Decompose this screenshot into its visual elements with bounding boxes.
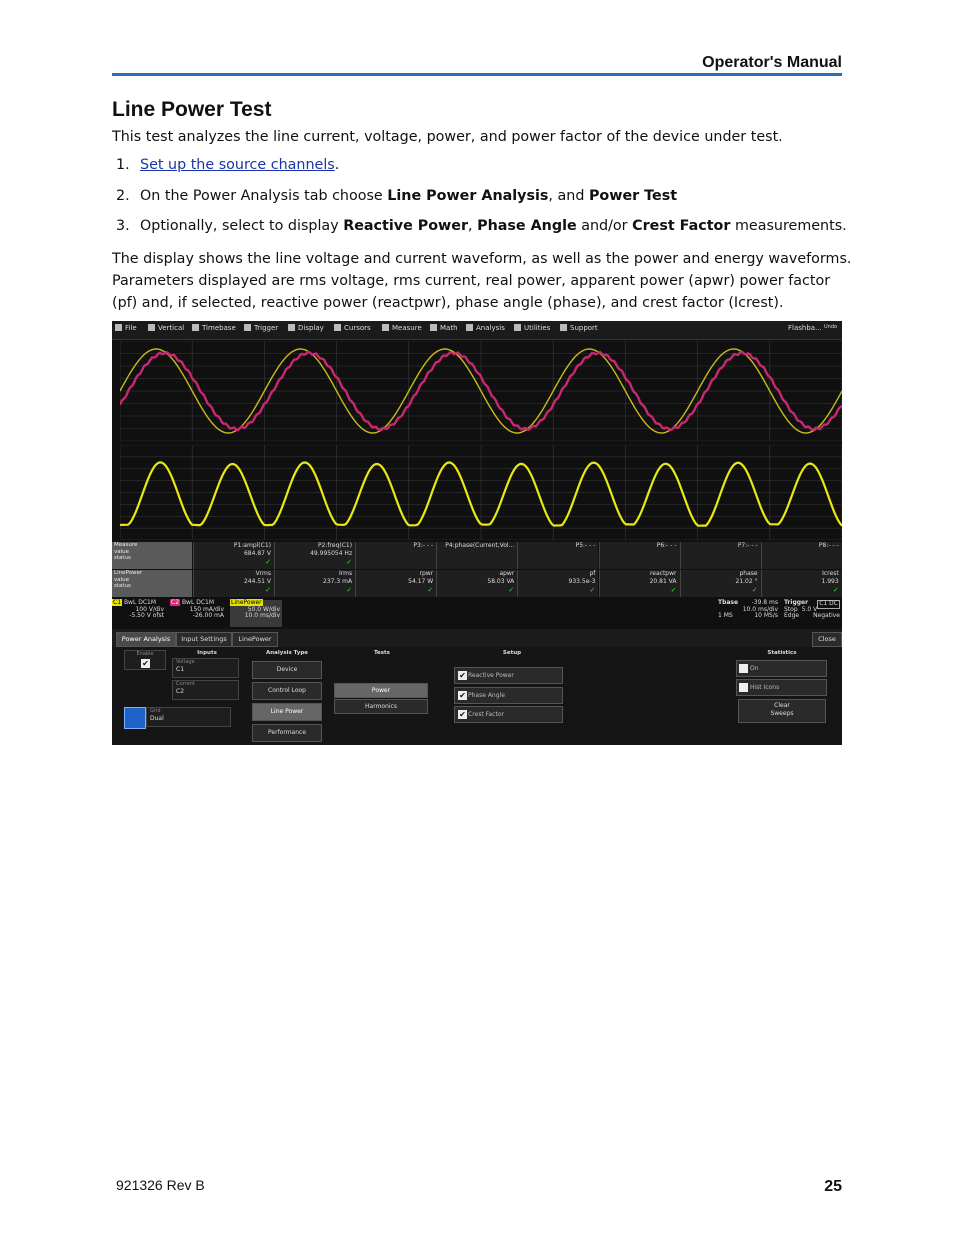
step-number: 1.: [116, 157, 130, 173]
measure-title: P5:- - -: [575, 542, 596, 549]
linepower-status: ✓: [670, 586, 677, 594]
linepower-title: Vrms: [255, 570, 271, 577]
voltage-label: Voltage: [176, 659, 195, 665]
menu-bar: [112, 321, 842, 340]
measure-cell[interactable]: [599, 542, 680, 569]
measure-title: P7:- - -: [737, 542, 758, 549]
measure-status: [437, 558, 517, 566]
step-text: .: [334, 157, 340, 173]
linepower-value: 21.02 °: [735, 578, 758, 585]
linepower-status: ✓: [832, 586, 839, 594]
hist-icons-label: Hist Icons: [750, 684, 780, 691]
support-icon: [560, 324, 567, 331]
lower-gridlines: [120, 445, 842, 540]
tbase-label: Tbase: [718, 599, 739, 606]
current-value: C2: [176, 688, 185, 695]
measure-cell[interactable]: [274, 542, 355, 569]
linepower-row: [112, 570, 842, 597]
setup-title: Setup: [502, 650, 522, 656]
tbase-rate: 10 MS/s: [754, 612, 778, 619]
linepower-title: Icrest: [822, 570, 839, 577]
measure-status: ✓: [265, 558, 271, 566]
measure-status: ✓: [346, 558, 353, 566]
footer-page-number: 25: [824, 1178, 842, 1195]
linepower-cell[interactable]: [193, 570, 274, 597]
linepower-cell[interactable]: [436, 570, 517, 597]
crest-factor-checkbox-icon[interactable]: ✔: [459, 710, 466, 719]
menu-support[interactable]: Support: [560, 324, 598, 332]
linepower-scale: 50.0 W/div: [247, 605, 280, 613]
step-text: On the Power Analysis tab choose: [140, 188, 388, 204]
step-text: measurements.: [730, 218, 847, 234]
math-icon: [430, 324, 437, 331]
inputs-title: Inputs: [197, 650, 217, 656]
linepower-title: pf: [589, 570, 596, 577]
description-paragraph: The display shows the line voltage and current waveform, as well as the power and energy waveforms. Parameters displayed are rms voltage, rms current, real power, apparent power (apwr) power factor (pf) and, if selected, reactive power (reactpwr), phase angle (phase), and crest factor (Icrest).: [112, 251, 852, 311]
linepower-value: 237.3 mA: [323, 578, 353, 585]
stats-on-label: On: [750, 665, 759, 672]
step-bold: Line Power Analysis: [387, 188, 549, 204]
step-bold: Reactive Power: [343, 218, 469, 234]
reactive-power-option[interactable]: [454, 667, 563, 684]
crest-factor-label: Crest Factor: [468, 711, 504, 718]
menu-trigger[interactable]: Trigger: [244, 324, 278, 332]
flashback-button[interactable]: Flashba...: [788, 324, 822, 332]
linepower-cell[interactable]: [599, 570, 680, 597]
current-field[interactable]: [172, 680, 239, 700]
step-number: 2.: [116, 188, 130, 204]
enable-checkbox-icon[interactable]: ✔: [142, 659, 149, 668]
linepower-cell[interactable]: [680, 570, 761, 597]
analysis-control-loop-button[interactable]: Control Loop: [252, 682, 322, 700]
linepower-title: phase: [739, 570, 758, 577]
grid-value: Dual: [150, 715, 164, 722]
menu-utilities[interactable]: Utilities: [514, 324, 550, 332]
sweeps-label: Sweeps: [770, 710, 794, 717]
measure-cell[interactable]: [680, 542, 761, 569]
source-channels-link[interactable]: Set up the source channels: [140, 157, 335, 173]
tab-linepower[interactable]: LinePower: [232, 632, 278, 647]
current-label: Current: [176, 681, 195, 687]
row-label: value: [114, 576, 130, 583]
step-bold: Crest Factor: [632, 218, 731, 234]
measure-title: P8:- - -: [818, 542, 839, 549]
linepower-descriptor[interactable]: [230, 600, 282, 627]
analysis-device-button[interactable]: Device: [252, 661, 322, 679]
voltage-field[interactable]: [172, 658, 239, 678]
enable-box[interactable]: [124, 650, 166, 670]
measure-status: [681, 558, 761, 566]
row-label: status: [114, 583, 131, 589]
linepower-value: 244.51 V: [243, 578, 271, 585]
test-power-button[interactable]: Power: [334, 683, 428, 698]
close-button[interactable]: Close: [812, 632, 842, 647]
menu-display[interactable]: Display: [288, 324, 324, 332]
upper-waveform-grid: [120, 341, 842, 441]
tests-title: Tests: [374, 650, 390, 656]
trigger-icon: [244, 324, 251, 331]
trigger-mode: Stop: [784, 605, 798, 613]
row-label: status: [114, 555, 131, 561]
timebase-icon: [192, 324, 199, 331]
measure-value: [681, 550, 761, 558]
undo-button[interactable]: Undo: [824, 324, 838, 330]
linepower-value: 54.17 W: [408, 578, 434, 585]
phase-angle-label: Phase Angle: [468, 692, 505, 699]
linepower-cell[interactable]: [517, 570, 598, 597]
analysis-performance-button[interactable]: Performance: [252, 724, 322, 742]
analysis-line-power-button[interactable]: Line Power: [252, 703, 322, 721]
phase-angle-option[interactable]: [454, 687, 563, 704]
reactive-power-label: Reactive Power: [468, 672, 514, 679]
tab-power-analysis[interactable]: Power Analysis: [116, 632, 176, 647]
measure-value: [356, 550, 436, 558]
measure-value: [518, 550, 598, 558]
file-icon: [115, 324, 122, 331]
linepower-status: ✓: [427, 586, 434, 594]
measure-status: [518, 558, 598, 566]
vertical-icon: [148, 324, 155, 331]
measure-cell[interactable]: [355, 542, 436, 569]
measure-cell[interactable]: [761, 542, 842, 569]
c1-coupling: BwL DC1M: [123, 599, 157, 606]
measure-row-labels: [112, 542, 192, 569]
menu-measure[interactable]: Measure: [382, 324, 422, 332]
row-label: LinePower: [114, 570, 143, 576]
trigger-type: Edge: [784, 612, 800, 619]
step-number: 3.: [116, 218, 130, 234]
cursors-icon: [334, 324, 341, 331]
display-icon: [288, 324, 295, 331]
grid-icon[interactable]: [124, 707, 146, 729]
trigger-descriptor[interactable]: [784, 600, 840, 627]
trigger-label: Trigger: [784, 599, 809, 606]
section-title: Line Power Test: [112, 98, 272, 121]
linepower-status: ✓: [346, 586, 353, 594]
measure-status: [356, 558, 436, 566]
linepower-cell[interactable]: [274, 570, 355, 597]
menu-cursors[interactable]: Cursors: [334, 324, 371, 332]
step-bold: Power Test: [588, 188, 678, 204]
linepower-title: rpwr: [419, 570, 434, 577]
c1-descriptor[interactable]: [112, 600, 168, 627]
linepower-status: ✓: [751, 586, 758, 594]
statistics-title: Statistics: [767, 650, 797, 656]
measure-row: [112, 542, 842, 569]
dialog-tabs: [112, 629, 842, 647]
measure-value: [762, 550, 842, 558]
enable-label: Enable: [136, 651, 154, 657]
linepower-time: 10.0 ms/div: [244, 612, 280, 619]
c2-tag: C2: [171, 599, 180, 606]
c2-descriptor[interactable]: [170, 600, 228, 627]
step-text: and/or: [576, 218, 633, 234]
measure-icon: [382, 324, 389, 331]
linepower-title: reactpwr: [649, 570, 677, 577]
c1-scale: 100 V/div: [135, 605, 164, 613]
hist-icons-option[interactable]: [736, 679, 827, 696]
menu-vertical[interactable]: Vertical: [148, 324, 184, 332]
timebase-descriptor[interactable]: [718, 600, 780, 627]
footer-doc-number: 921326 Rev B: [116, 1177, 205, 1193]
crest-factor-option[interactable]: [454, 706, 563, 723]
measure-title: P6:- - -: [656, 542, 677, 549]
measure-status: [762, 558, 842, 566]
measure-title: P2:freq(C1): [318, 542, 353, 549]
linepower-title: Irms: [338, 570, 353, 577]
stats-on-option[interactable]: [736, 660, 827, 677]
linepower-value: 933.5e-3: [568, 578, 596, 585]
measure-cell[interactable]: [436, 542, 517, 569]
stats-on-checkbox-icon[interactable]: [739, 664, 748, 673]
step-text: , and: [548, 188, 589, 204]
linepower-value: 58.03 VA: [487, 578, 515, 585]
linepower-status: ✓: [508, 586, 515, 594]
hist-icons-checkbox-icon[interactable]: [739, 683, 748, 692]
intro-paragraph: This test analyzes the line current, voltage, power, and power factor of the device under test.: [112, 129, 783, 145]
grid-field[interactable]: [146, 707, 231, 727]
grid-label: Grid: [150, 708, 161, 714]
analysis-type-title: Analysis Type: [265, 650, 309, 656]
measure-title: P3:- - -: [413, 542, 434, 549]
lower-waveform-grid: [120, 445, 842, 540]
row-label: Measure: [114, 542, 138, 548]
voltage-value: C1: [176, 666, 185, 673]
measure-status: [600, 558, 680, 566]
menu-timebase[interactable]: Timebase: [192, 324, 236, 332]
linepower-title: apwr: [499, 570, 515, 577]
trigger-slope: Negative: [813, 612, 840, 619]
measure-value: [437, 550, 517, 558]
step-3: [116, 218, 847, 234]
measure-cell[interactable]: [193, 542, 274, 569]
utilities-icon: [514, 324, 521, 331]
c2-scale: 150 mA/div: [189, 605, 224, 613]
step-text: Optionally, select to display: [140, 218, 344, 234]
trigger-level: 5.0 V: [801, 605, 818, 613]
step-text: ,: [468, 218, 478, 234]
header-title: Operator's Manual: [702, 54, 842, 71]
analysis-icon: [466, 324, 473, 331]
measure-title: P1:ampl(C1): [233, 542, 271, 549]
phase-angle-checkbox-icon[interactable]: ✔: [459, 691, 466, 700]
tbase-samples: 1 MS: [718, 612, 733, 619]
c1-offset: -5.50 V ofst: [129, 612, 164, 619]
tbase-tdiv: 10.0 ms/div: [742, 605, 778, 613]
linepower-status: ✓: [589, 586, 596, 594]
measure-title: P4:phase(Current,Vol...: [445, 542, 515, 549]
linepower-row-labels: [112, 570, 192, 597]
power-analysis-panel: [112, 647, 842, 745]
measure-value: 49.995054 Hz: [310, 550, 353, 557]
linepower-value: 20.81 VA: [649, 578, 677, 585]
linepower-value: 1.993: [821, 578, 839, 585]
clear-label: Clear: [774, 702, 790, 709]
header-rule: [112, 73, 842, 76]
linepower-status: ✓: [265, 586, 271, 594]
measure-value: 684.87 V: [243, 550, 271, 557]
tab-input-settings[interactable]: Input Settings: [176, 632, 232, 647]
menu-analysis[interactable]: Analysis: [466, 324, 505, 332]
clear-sweeps-button[interactable]: [738, 699, 826, 723]
c2-offset: -26.00 mA: [192, 612, 224, 619]
test-harmonics-button[interactable]: Harmonics: [334, 699, 428, 714]
trigger-source: C1 DC: [819, 600, 838, 607]
step-2: [116, 188, 677, 204]
linepower-cell[interactable]: [761, 570, 842, 597]
c2-coupling: BwL DC1M: [181, 599, 215, 606]
c1-tag: C1: [113, 599, 122, 606]
measurement-table: [112, 542, 842, 598]
row-label: value: [114, 548, 130, 555]
linepower-cell[interactable]: [355, 570, 436, 597]
tbase-delay: -39.8 ms: [751, 599, 778, 606]
menu-math[interactable]: Math: [430, 324, 458, 332]
step-bold: Phase Angle: [477, 218, 577, 234]
linepower-tag: LinePower: [231, 599, 262, 606]
measure-cell[interactable]: [517, 542, 598, 569]
menu-file[interactable]: File: [115, 324, 137, 332]
reactive-power-checkbox-icon[interactable]: ✔: [459, 671, 466, 680]
oscilloscope-screenshot: [112, 321, 842, 745]
measure-value: [600, 550, 680, 558]
step-1: [116, 157, 339, 173]
